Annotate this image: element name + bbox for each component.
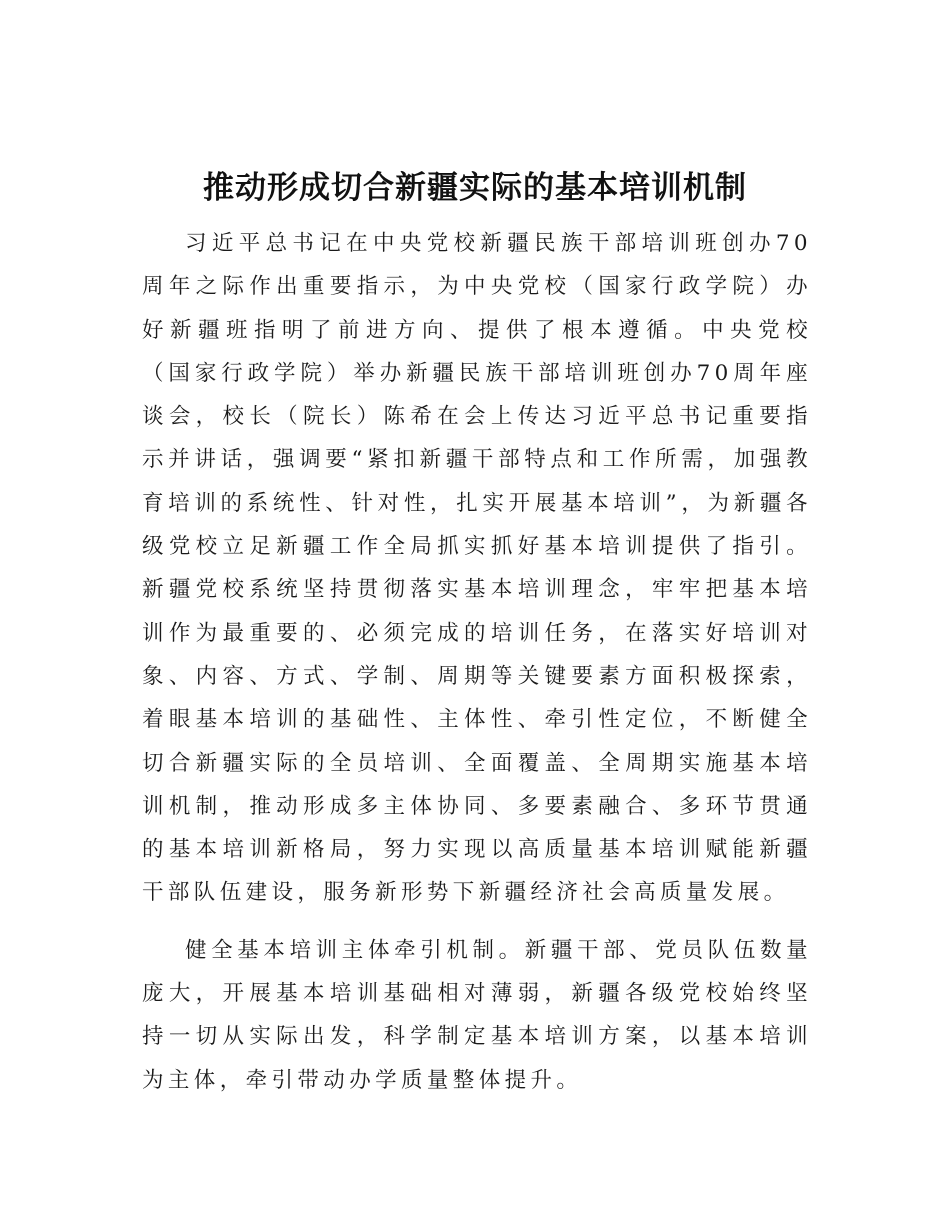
paragraph-training-mechanism: 健全基本培训主体牵引机制。新疆干部、党员队伍数量庞大，开展基本培训基础相对薄弱，新疆各级党校始终坚持一切从实际出发，科学制定基本培训方案，以基本培训为主体，牵引带动办学质量整体提升。 xyxy=(142,937,812,1093)
paragraph-intro: 习近平总书记在中央党校新疆民族干部培训班创办70周年之际作出重要指示，为中央党校（国家行政学院）办好新疆班指明了前进方向、提供了根本遵循。中央党校（国家行政学院）举办新疆民族干部培训班创办70周年座谈会，校长（院长）陈希在会上传达习近平总书记重要指示并讲话，强调要“紧扣新疆干部特点和工作所需，加强教育培训的系统性、针对性，扎实开展基本培训”，为新疆各级党校立足新疆工作全局抓实抓好基本培训提供了指引。新疆党校系统坚持贯彻落实基本培训理念，牢牢把基本培训作为最重要的、必须完成的培训任务，在落实好培训对象、内容、方式、学制、周期等关键要素方面积极探索，着眼基本培训的基础性、主体性、牵引性定位，不断健全切合新疆实际的全员培训、全面覆盖、全周期实施基本培训机制，推动形成多主体协同、多要素融合、多环节贯通的基本培训新格局，努力实现以高质量基本培训赋能新疆干部队伍建设，服务新形势下新疆经济社会高质量发展。 xyxy=(142,231,812,906)
document-title: 推动形成切合新疆实际的基本培训机制 xyxy=(203,170,747,206)
document-body xyxy=(142,222,812,1102)
